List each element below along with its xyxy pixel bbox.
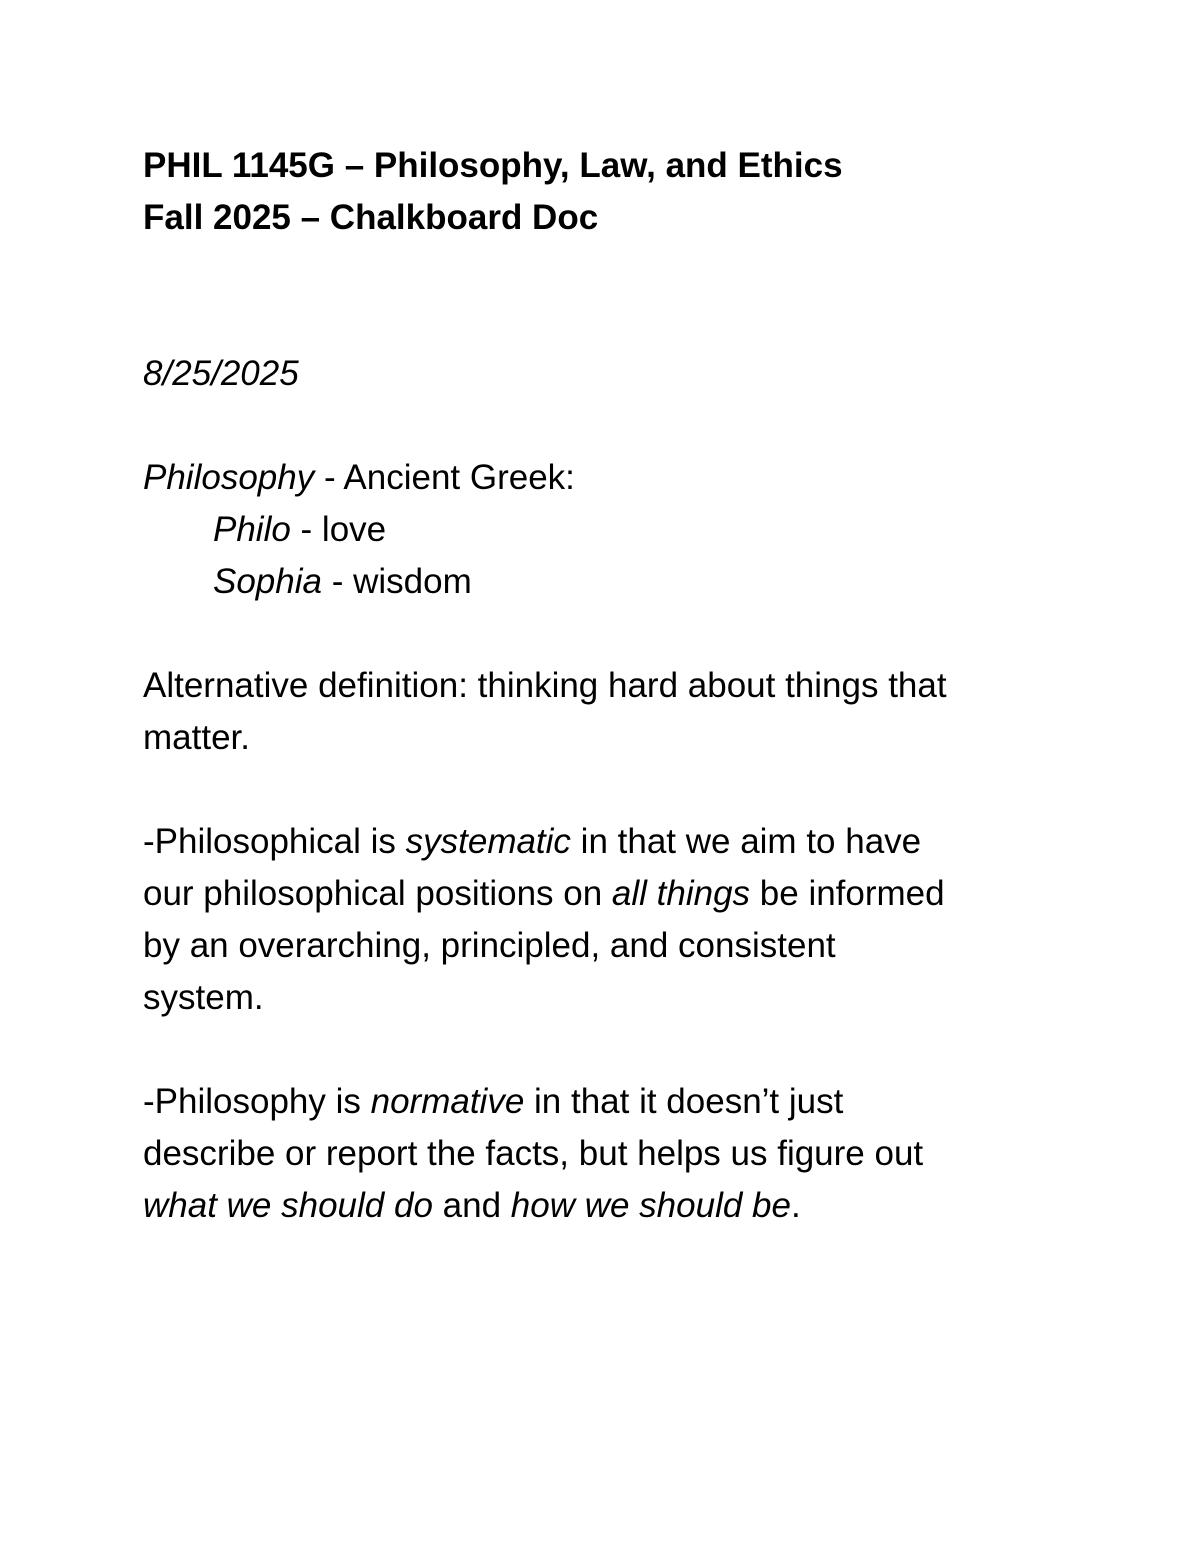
- document-body: [143, 140, 1063, 1232]
- spacer: [143, 244, 1063, 348]
- etymology-term: Philosophy: [143, 458, 315, 497]
- spacer: [143, 1024, 1063, 1076]
- normative-line-3: [143, 1180, 1063, 1232]
- spacer: [143, 400, 1063, 452]
- etymology-word: Philo: [213, 510, 291, 549]
- emphasis-how-we-should-be: how we should be: [510, 1186, 791, 1225]
- etymology-meaning: - wisdom: [321, 562, 472, 601]
- text-run: in that it doesn’t just: [524, 1082, 844, 1121]
- etymology-part-sophia: [143, 556, 1063, 608]
- lecture-date: 8/25/2025: [143, 354, 299, 393]
- emphasis-all-things: all things: [611, 874, 751, 913]
- text-run: and: [432, 1186, 511, 1225]
- emphasis-systematic: systematic: [405, 822, 571, 861]
- systematic-line-2: [143, 868, 1063, 920]
- normative-line-1: [143, 1076, 1063, 1128]
- systematic-line-1: [143, 816, 1063, 868]
- term-title: Fall 2025 – Chalkboard Doc: [143, 198, 599, 237]
- etymology-origin: - Ancient Greek:: [314, 458, 575, 497]
- etymology-word: Sophia: [213, 562, 322, 601]
- text-run: -Philosophy is: [143, 1082, 371, 1121]
- etymology-meaning: - love: [290, 510, 387, 549]
- etymology-part-philo: [143, 504, 1063, 556]
- text-run: .: [790, 1186, 801, 1225]
- emphasis-what-we-should-do: what we should do: [143, 1186, 433, 1225]
- course-title: PHIL 1145G – Philosophy, Law, and Ethics: [143, 146, 843, 185]
- alternative-definition-line-2: matter.: [143, 718, 250, 757]
- systematic-line-4: system.: [143, 978, 264, 1017]
- text-run: -Philosophical is: [143, 822, 406, 861]
- spacer: [143, 764, 1063, 816]
- text-run: be informed: [750, 874, 945, 913]
- text-run: in that we aim to have: [570, 822, 922, 861]
- text-run: our philosophical positions on: [143, 874, 612, 913]
- alternative-definition-line-1: Alternative definition: thinking hard about things that: [143, 666, 947, 705]
- systematic-line-3: by an overarching, principled, and consistent: [143, 926, 836, 965]
- spacer: [143, 608, 1063, 660]
- normative-line-2: describe or report the facts, but helps us figure out: [143, 1134, 924, 1173]
- etymology-heading: [143, 452, 1063, 504]
- emphasis-normative: normative: [370, 1082, 525, 1121]
